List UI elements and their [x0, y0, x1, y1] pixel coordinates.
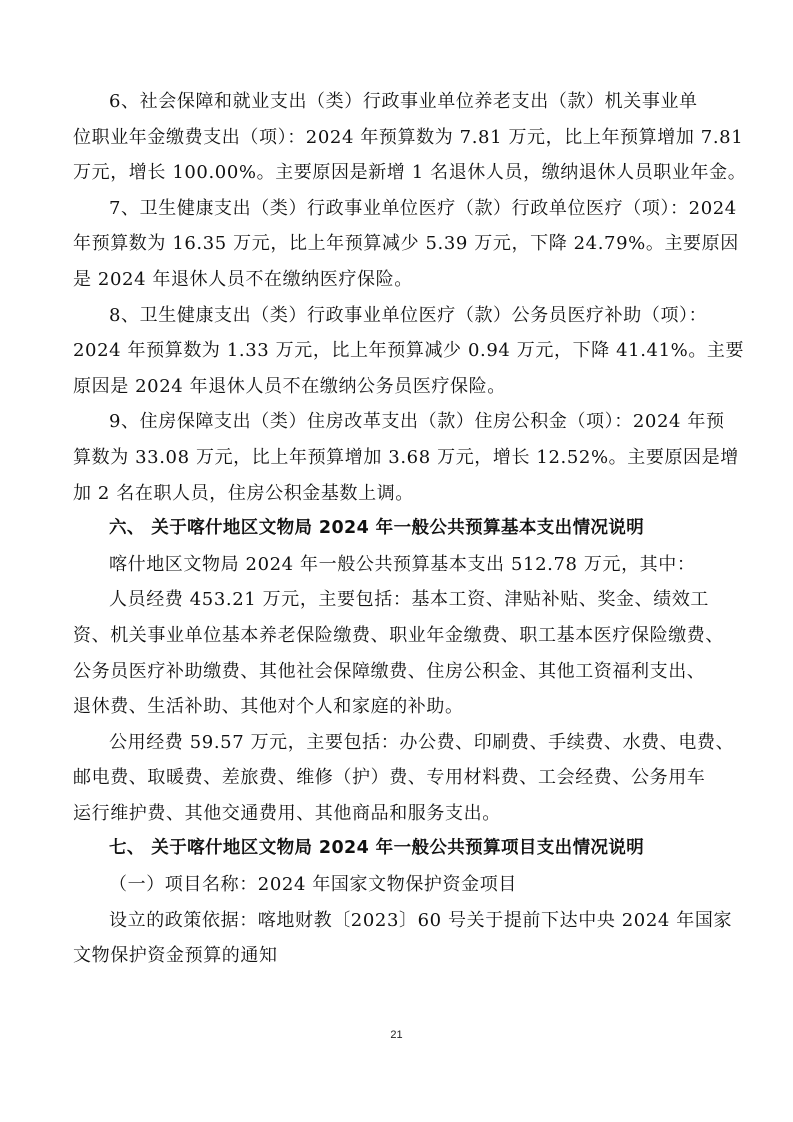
- paragraph-line: 公务员医疗补助缴费、其他社会保障缴费、住房公积金、其他工资福利支出、: [73, 660, 706, 682]
- paragraph-line: 年预算数为 16.35 万元，比上年预算减少 5.39 万元，下降 24.79%。主要原因: [73, 233, 739, 255]
- paragraph-line: 人员经费 453.21 万元，主要包括：基本工资、津贴补贴、奖金、绩效工: [109, 589, 710, 611]
- paragraph-line: 喀什地区文物局 2024 年一般公共预算基本支出 512.78 万元，其中：: [109, 553, 696, 575]
- section-heading-6: 六、 关于喀什地区文物局 2024 年一般公共预算基本支出情况说明: [109, 518, 645, 539]
- paragraph-line: 位职业年金缴费支出（项）：2024 年预算数为 7.81 万元，比上年预算增加 7.81: [73, 126, 744, 148]
- paragraph-line: 6、社会保障和就业支出（类）行政事业单位养老支出（款）机关事业单: [109, 91, 698, 112]
- paragraph-line: 8、卫生健康支出（类）行政事业单位医疗（款）公务员医疗补助（项）：: [109, 304, 708, 326]
- paragraph-line: 文物保护资金预算的通知: [73, 945, 278, 967]
- paragraph-line: 退休费、生活补助、其他对个人和家庭的补助。: [73, 696, 464, 718]
- paragraph-line: 加 2 名在职人员，住房公积金基数上调。: [73, 482, 414, 504]
- document-body: [73, 84, 747, 974]
- project-name-line: （一）项目名称：2024 年国家文物保护资金项目: [109, 874, 517, 896]
- paragraph-line: 万元，增长 100.00%。主要原因是新增 1 名退休人员，缴纳退休人员职业年金。: [73, 162, 747, 184]
- paragraph-line: 设立的政策依据：喀地财教〔2023〕60 号关于提前下达中央 2024 年国家: [109, 909, 733, 931]
- page-number: 21: [390, 1029, 403, 1041]
- paragraph-line: 原因是 2024 年退休人员不在缴纳公务员医疗保险。: [73, 375, 506, 397]
- paragraph-line: 运行维护费、其他交通费用、其他商品和服务支出。: [73, 802, 501, 824]
- paragraph-line: 公用经费 59.57 万元，主要包括：办公费、印刷费、手续费、水费、电费、: [109, 731, 735, 753]
- paragraph-line: 7、卫生健康支出（类）行政事业单位医疗（款）行政单位医疗（项）：2024: [109, 197, 737, 219]
- paragraph-line: 算数为 33.08 万元，比上年预算增加 3.68 万元，增长 12.52%。主要原因是增: [73, 446, 739, 468]
- section-heading-7: 七、 关于喀什地区文物局 2024 年一般公共预算项目支出情况说明: [109, 838, 645, 859]
- paragraph-line: 2024 年预算数为 1.33 万元，比上年预算减少 0.94 万元，下降 41.41%。主要: [73, 340, 745, 362]
- paragraph-line: 是 2024 年退休人员不在缴纳医疗保险。: [73, 268, 413, 290]
- paragraph-line: 资、机关事业单位基本养老保险缴费、职业年金缴费、职工基本医疗保险缴费、: [73, 624, 724, 646]
- paragraph-line: 9、住房保障支出（类）住房改革支出（款）住房公积金（项）：2024 年预: [109, 411, 725, 433]
- paragraph-line: 邮电费、取暖费、差旅费、维修（护）费、专用材料费、工会经费、公务用车: [73, 767, 706, 789]
